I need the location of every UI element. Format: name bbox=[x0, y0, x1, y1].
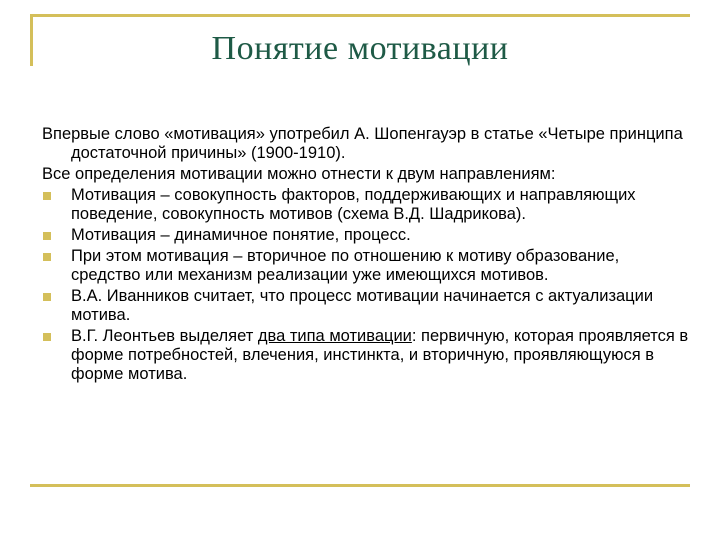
bullet-item bbox=[42, 226, 692, 245]
bullet-text-after: : первичную, которая проявляется в форме потребностей, влечения, инстинкта, и вторичную, проявляющуюся в форме мотива. bbox=[71, 327, 689, 383]
bullet-text: В.А. Иванников считает, что процесс мотивации начинается с актуализации мотива. bbox=[71, 287, 654, 324]
slide-title: Понятие мотивации bbox=[211, 30, 509, 67]
intro-paragraph-2: Все определения мотивации можно отнести к двум направлениям: bbox=[42, 165, 556, 183]
underlined-phrase: два типа мотивации bbox=[257, 327, 412, 345]
square-bullet-icon bbox=[43, 192, 51, 200]
frame-top-line bbox=[30, 14, 690, 17]
frame-bottom-line bbox=[30, 484, 690, 487]
bullet-item bbox=[42, 247, 692, 285]
bullet-list bbox=[42, 186, 692, 384]
square-bullet-icon bbox=[43, 293, 51, 301]
bullet-item bbox=[42, 327, 692, 384]
bullet-text: При этом мотивация – вторичное по отношению к мотиву образование, средство или механизм реализации уже имеющихся мотивов. bbox=[71, 247, 620, 284]
square-bullet-icon bbox=[43, 232, 51, 240]
square-bullet-icon bbox=[43, 333, 51, 341]
bullet-text-before: В.Г. Леонтьев выделяет bbox=[71, 327, 258, 345]
bullet-item bbox=[42, 186, 692, 224]
square-bullet-icon bbox=[43, 253, 51, 261]
bullet-item bbox=[42, 287, 692, 325]
intro-paragraph-1: Впервые слово «мотивация» употребил А. Шопенгауэр в статье «Четыре принципа достаточной причины» (1900-1910). bbox=[42, 125, 683, 162]
bullet-text: Мотивация – совокупность факторов, поддерживающих и направляющих поведение, совокупность мотивов (схема В.Д. Шадрикова). bbox=[71, 186, 636, 223]
bullet-text: Мотивация – динамичное понятие, процесс. bbox=[71, 226, 411, 244]
slide-body bbox=[42, 125, 692, 386]
